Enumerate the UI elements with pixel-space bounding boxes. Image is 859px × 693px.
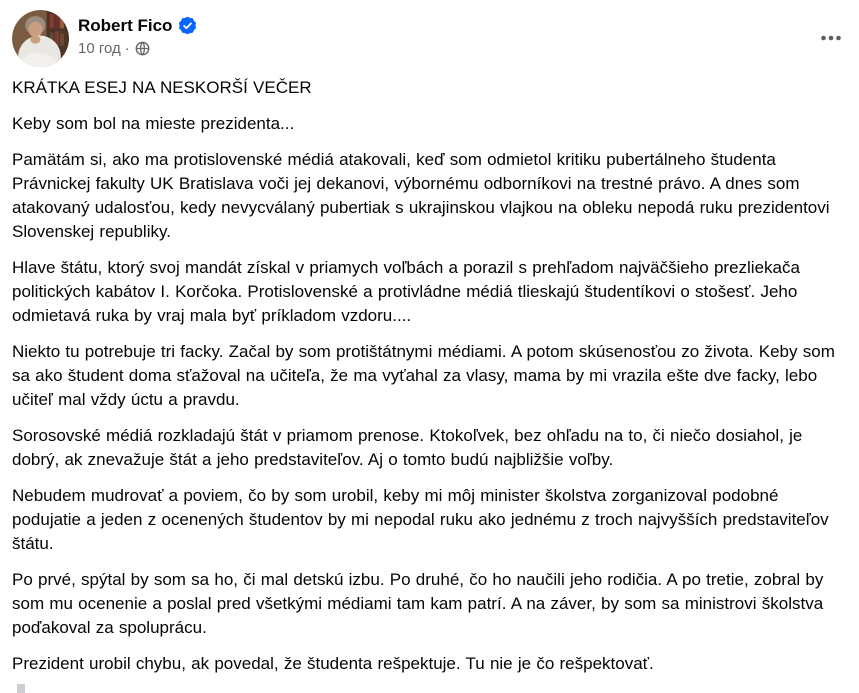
post-paragraph: Niekto tu potrebuje tri facky. Začal by som protištátnymi médiami. A potom skúsenosťou zo života. Keby som sa ako študent doma sťažoval na učiteľa, že ma vyťahal za vlasy, mama by mi vrazila ešte dve facky, lebo učiteľ mal vždy úctu a pravdu. (12, 342, 835, 409)
horizontal-ellipsis-icon (819, 26, 843, 50)
post-body (0, 67, 859, 676)
cropped-element (17, 684, 25, 693)
post-paragraph: Hlave štátu, ktorý svoj mandát získal v priamych voľbách a porazil s prehľadom najväčšieho prezliekača politických kabátov I. Korčoka. Protislovenské a protivládne médiá tlieskajú študentíkovi o stošesť. Jeho odmietavá ruka by vraj mala byť príkladom vzdoru.... (12, 258, 800, 325)
timestamp[interactable]: 10 год (78, 40, 121, 57)
profile-avatar[interactable] (12, 10, 69, 67)
globe-icon (135, 41, 150, 56)
header-text (78, 10, 196, 58)
post-meta (78, 39, 196, 58)
author-name[interactable]: Robert Fico (78, 16, 173, 35)
more-options-button[interactable] (813, 24, 849, 52)
post-header (0, 0, 859, 67)
post-paragraph: Sorosovské médiá rozkladajú štát v priamom prenose. Ktokoľvek, bez ohľadu na to, či niečo dosiahol, je dobrý, ak znevažuje štát a jeho predstaviteľov. Aj o tomto budú najbližšie voľby. (12, 426, 803, 469)
post-paragraph: Prezident urobil chybu, ak povedal, že študenta rešpektuje. Tu nie je čo rešpektovať. (12, 654, 654, 673)
post-paragraph: KRÁTKA ESEJ NA NESKORŠÍ VEČER (12, 78, 312, 97)
meta-separator: · (124, 40, 130, 57)
post-paragraph: Po prvé, spýtal by som sa ho, či mal detskú izbu. Po druhé, čo ho naučili jeho rodičia. A po tretie, zobral by som mu ocenenie a poslal pred všetkými médiami tam kam patrí. A na záver, by som sa ministrovi školstva poďakoval za spoluprácu. (12, 570, 824, 637)
verified-badge-icon (179, 17, 196, 34)
post-paragraph: Keby som bol na mieste prezidenta... (12, 114, 295, 133)
post-paragraph: Nebudem mudrovať a poviem, čo by som urobil, keby mi môj minister školstva zorganizoval podobné podujatie a jeden z ocenených študentov by mi nepodal ruku ako jednému z troch najvyšších predstaviteľov štátu. (12, 486, 829, 553)
post-paragraph: Pamätám si, ako ma protislovenské médiá atakovali, keď som odmietol kritiku pubertálneho študenta Právnickej fakulty UK Bratislava voči jej dekanovi, výbornému odborníkovi na trestné právo. A dnes som atakovaný udalosťou, kedy nevycválaný pubertiak s ukrajinskou vlajkou na obleku nepodá ruku prezidentovi Slovenskej republiky. (12, 150, 830, 241)
avatar-illustration (12, 10, 69, 67)
